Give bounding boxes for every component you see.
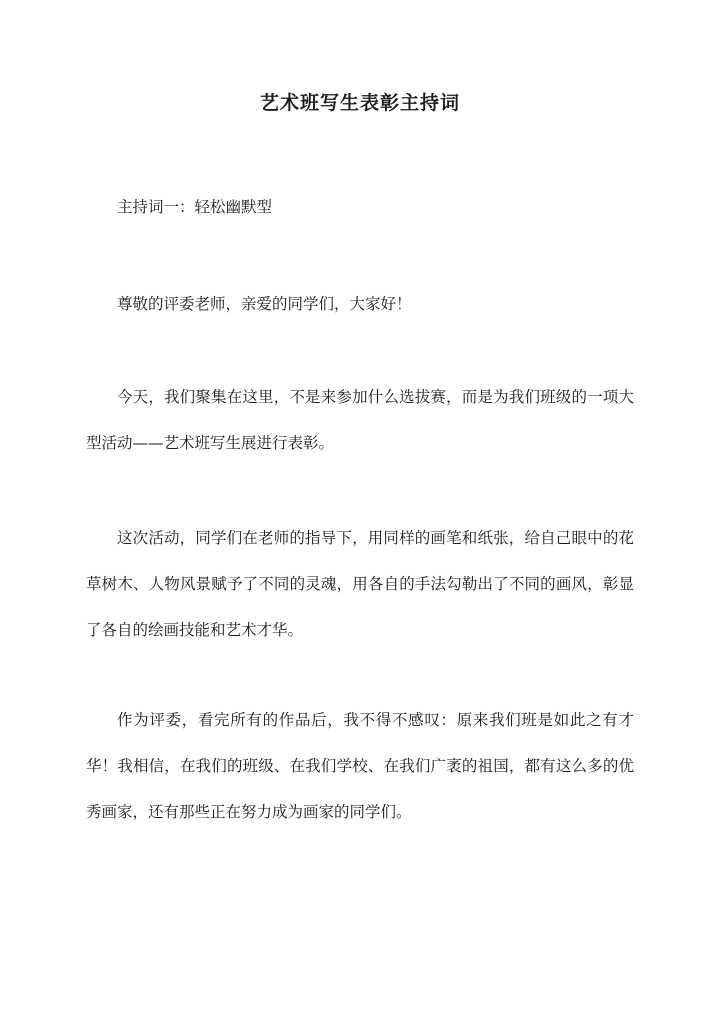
judge-paragraph: 作为评委，看完所有的作品后，我不得不感叹：原来我们班是如此之有才华！我相信，在我们的班级、在我们学校、在我们广袤的祖国，都有这么多的优秀画家，还有那些正在努力成为画家的同学们。	[86, 711, 634, 821]
greeting-paragraph: 尊敬的评委老师，亲爱的同学们，大家好！	[117, 295, 412, 313]
activity-paragraph: 这次活动，同学们在老师的指导下，用同样的画笔和纸张，给自己眼中的花草树木、人物风景赋予了不同的灵魂，用各自的手法勾勒出了不同的画风，彰显了各自的绘画技能和艺术才华。	[86, 529, 634, 639]
intro-paragraph: 今天，我们聚集在这里，不是来参加什么选拔赛，而是为我们班级的一项大型活动——艺术班写生展进行表彰。	[86, 388, 634, 452]
section-heading: 主持词一：轻松幽默型	[117, 198, 273, 216]
document-title: 艺术班写生表彰主持词	[259, 92, 460, 114]
